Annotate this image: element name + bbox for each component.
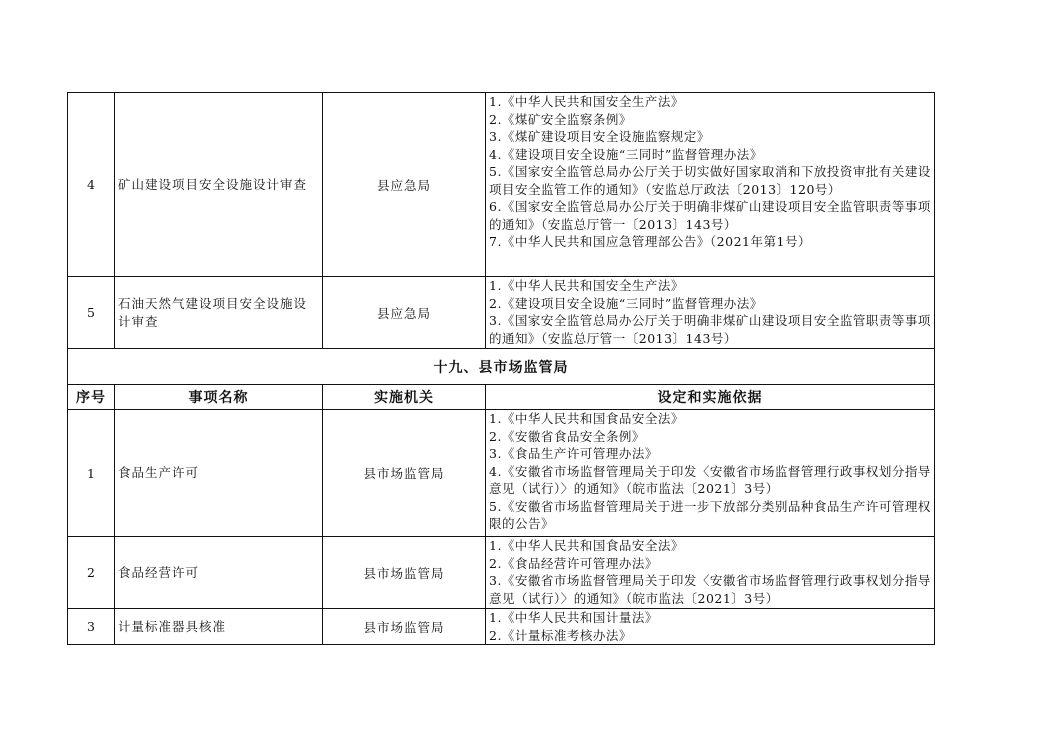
table-row (68, 277, 935, 349)
basis-line: 5.《安徽省市场监督管理局关于进一步下放部分类别品种食品生产许可管理权限的公告》 (489, 498, 931, 531)
basis-line: 4.《安徽省市场监督管理局关于印发〈安徽省市场监督管理行政事权划分指导意见（试行）〉的通知》（皖市监法〔2021〕3号） (489, 463, 931, 496)
row-basis (486, 277, 935, 349)
row-seq: 4 (68, 93, 115, 277)
row-seq: 3 (68, 609, 115, 645)
section-title: 十九、县市场监管局 (68, 349, 935, 385)
basis-line: 5.《国家安全监管总局办公厅关于切实做好国家取消和下放投资审批有关建设项目安全监管工作的通知》（安监总厅政法〔2013〕120号） (489, 164, 931, 197)
basis-line: 3.《食品生产许可管理办法》 (489, 446, 658, 461)
basis-line: 3.《安徽省市场监督管理局关于印发〈安徽省市场监督管理行政事权划分指导意见（试行）〉的通知》（皖市监法〔2021〕3号） (489, 573, 931, 606)
section-row (68, 349, 935, 385)
basis-line: 3.《国家安全监管总局办公厅关于明确非煤矿山建设项目安全监管职责等事项的通知》（安监总厅管一〔2013〕143号） (489, 313, 931, 346)
basis-line: 2.《煤矿安全监察条例》 (489, 111, 632, 127)
row-seq: 5 (68, 277, 115, 349)
header-basis: 设定和实施依据 (486, 385, 935, 410)
row-item-name: 食品生产许可 (115, 410, 323, 537)
basis-line: 2.《食品经营许可管理办法》 (489, 555, 658, 571)
basis-line: 1.《中华人民共和国安全生产法》 (489, 278, 684, 293)
row-org: 县市场监管局 (323, 609, 486, 645)
basis-line: 2.《计量标准考核办法》 (489, 627, 632, 643)
basis-line: 3.《煤矿建设项目安全设施监察规定》 (489, 129, 710, 144)
row-basis (486, 609, 935, 645)
basis-line: 7.《中华人民共和国应急管理部公告》（2021年第1号） (489, 234, 811, 249)
row-item-name: 食品经营许可 (115, 537, 323, 609)
row-seq: 2 (68, 537, 115, 609)
header-org: 实施机关 (323, 385, 486, 410)
row-basis (486, 410, 935, 537)
row-org: 县市场监管局 (323, 410, 486, 537)
header-seq: 序号 (68, 385, 115, 410)
basis-line: 1.《中华人民共和国安全生产法》 (489, 94, 684, 109)
basis-line: 6.《国家安全监管总局办公厅关于明确非煤矿山建设项目安全监管职责等事项的通知》（安监总厅管一〔2013〕143号） (489, 199, 931, 232)
row-seq: 1 (68, 410, 115, 537)
basis-line: 1.《中华人民共和国计量法》 (489, 610, 658, 625)
basis-line: 2.《建设项目安全设施“三同时”监督管理办法》 (489, 295, 763, 311)
basis-line: 2.《安徽省食品安全条例》 (489, 428, 645, 444)
row-basis (486, 537, 935, 609)
table-row (68, 410, 935, 537)
table-row (68, 93, 935, 277)
header-item-name: 事项名称 (115, 385, 323, 410)
row-basis (486, 93, 935, 277)
row-item-name: 矿山建设项目安全设施设计审查 (115, 93, 323, 277)
basis-line: 4.《建设项目安全设施“三同时”监督管理办法》 (489, 146, 763, 162)
basis-line: 1.《中华人民共和国食品安全法》 (489, 411, 684, 426)
basis-line: 1.《中华人民共和国食品安全法》 (489, 538, 684, 553)
row-org: 县市场监管局 (323, 537, 486, 609)
table-header-row (68, 385, 935, 410)
row-org: 县应急局 (323, 93, 486, 277)
table-row (68, 537, 935, 609)
row-item-name: 石油天然气建设项目安全设施设计审查 (115, 277, 323, 349)
row-org: 县应急局 (323, 277, 486, 349)
row-item-name: 计量标准器具核准 (115, 609, 323, 645)
administrative-permit-table (67, 92, 935, 645)
table-row (68, 609, 935, 645)
